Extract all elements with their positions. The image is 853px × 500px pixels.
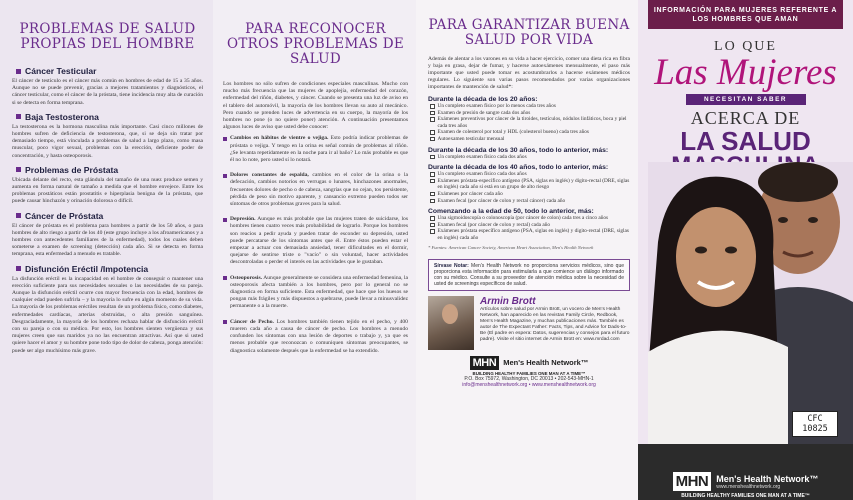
section-heading: Cáncer de Próstata: [25, 210, 104, 221]
square-bullet-icon: [223, 320, 227, 324]
square-bullet-icon: [16, 69, 21, 74]
section-prostate-cancer: [12, 211, 203, 259]
org-logo-small: [428, 356, 630, 370]
section-text: El cáncer de testículo es el cáncer más común en hombres de edad de 15 a 35 años. Aunque no se puede prevenir, gracias a mejores tratamientos y diagnósticos, el cáncer testicular, como el cáncer de la próstata, tiene incidencia muy alta de curación si se detecta en forma temprana.: [12, 78, 203, 106]
bullet-bladder-habits: [223, 135, 408, 168]
panel-other-health-problems: [213, 0, 416, 500]
checkbox-icon: [430, 111, 435, 116]
checklist-item: Examen de presión de sangre cada dos años: [428, 110, 630, 117]
cover-photo-couple: [648, 162, 853, 452]
cover-las-mujeres: Las Mujeres: [654, 52, 837, 93]
checkbox-icon: [430, 172, 435, 177]
checklist-item: Examen fecal (por cáncer de colon y rectal) cada año: [428, 222, 630, 229]
panel-lifelong-health: [416, 0, 638, 500]
org-contact[interactable]: info@menshealthnetwork.org • www.menshealthnetwork.org: [462, 382, 596, 388]
checklist-item: Exámenes próstata específico antígeno (PSA, siglas en inglés) y digito-rectal (DRE, siglas en inglés) cada año: [428, 228, 630, 241]
decade-20s: [428, 96, 630, 143]
checkbox-icon: [430, 137, 435, 142]
author-name: Armin Brott: [480, 295, 536, 307]
section-prostate-problems: [12, 165, 203, 206]
checklist-item: Un completo examen físico cada dos años: [428, 171, 630, 178]
decade-heading: Durante la década de los 30 años, todo lo anterior, más:: [428, 146, 609, 154]
checklist-item: Una sigmoidoscopía o colonoscopía (por cáncer de colon) cada tres a cinco años: [428, 215, 630, 222]
panel-intro: Los hombres no sólo sufren de condiciones especiales masculinas. Mucho con mucho más frecuencia que las mujeres de apoplejía, enfermedad del corazón, enfermedad del riñón, diabetes, y cáncer. Cuando se presenta una luz de aviso en el tablero del automóvil, la mayoría de los hombres llevan su auto al mecánico. Pero cuando se prenden luces de advertencia en su cuerpo, la mayoría de los hombres no pone (o no quiere poner) atención. A continuación presentamos algunos luces de aviso que usted debe conocer:: [223, 81, 408, 131]
cover-lo-que: LO QUE: [714, 39, 777, 54]
square-bullet-icon: [16, 114, 21, 119]
bullet-text: cambios en el color de la orina o la defecación, cambios notorios en verrugas o lunares, hinchazones anormales, frecuentes dolores de pecho o de cabeza, sangrías que no cejan, tos persistente, pérdida de peso sin motivo aparente, y cansancio extremo pueden todos ser síntomas de otros problemas graves para la salud.: [230, 172, 408, 208]
section-text: El cáncer de próstata es el problema para hombres a partir de los 50 años, o para hombres de alto riesgo a partir de los 40 (este grupo incluye a los afroamericanos y a hombres con antecedentes familiares de la enfermedad), todos los cuales deben someterse a examen de screening (detección) cada año. Si se detecta en forma temprana, esta enfermedad a menudo es tratable.: [12, 222, 203, 258]
bullet-heading: Dolores constantes de espalda,: [230, 172, 309, 179]
cover-panel: [638, 0, 853, 500]
checkbox-icon: [430, 155, 435, 160]
square-bullet-icon: [16, 266, 21, 271]
cover-org-logo: [638, 472, 853, 491]
section-low-testosterone: [12, 112, 203, 160]
org-name: Men's Health Network™: [503, 358, 589, 367]
checklist-item: Examen fecal (por cáncer de colon y rectal cáncer) cada año: [428, 198, 630, 205]
section-erectile-dysfunction: [12, 264, 203, 355]
panel-title: PARA GARANTIZAR BUENA SALUD POR VIDA: [428, 17, 630, 48]
author-photo: [428, 296, 474, 350]
bullet-heading: Osteoporosis.: [230, 274, 263, 281]
panel-mens-health-problems: [0, 0, 213, 500]
square-bullet-icon: [16, 213, 21, 218]
decade-40s: [428, 164, 630, 204]
cover-footer-bar: [638, 444, 853, 500]
checklist-item: Exámenes próstata-específico antígeno (PSA, siglas en inglés) y digito-rectal (DRE, siglas en inglés) cada año si está en un grupo de alto riesgo: [428, 178, 630, 191]
bullet-text: Aunque generalmente se considera una enfermedad femenina, la osteoporosis afecta también a los hombres, pero por lo general no se diagnostica en forma suficiente. Esta enfermedad, que hace que los huesos se pongan más frágiles y más dispuestos a quebrarse, puede llevar a minusvalidez permanente o a la muerte.: [230, 274, 408, 310]
square-bullet-icon: [223, 174, 227, 178]
decade-heading: Durante la década de los 20 años:: [428, 96, 538, 103]
checkbox-icon: [430, 229, 435, 234]
decade-heading: Durante la década de los 40 años, todo lo anterior, más:: [428, 164, 609, 172]
panel-intro: Además de alentar a los varones en su vida a hacer ejercicio, comer una dieta rica en fibra y baja en grasa, dejar de fumar, y hacerse autoexámenes mensualmente, el paso más importante que usted puede tomar es acostumbrarlos a hacerse exámenes médicos regulares. Lo siguiente son varias pasos recomendados por varias organizaciones importantes de mantención de salud*:: [428, 56, 630, 90]
checklist-item: Exámenes por cáncer cada año: [428, 191, 630, 198]
decade-30s: [428, 147, 630, 161]
section-text: Ubicada delante del recto, esta glándula del tamaño de una nuez produce semen y aumenta en forma natural de tamaño a medida que el hombre envejece. Entre los problemas prostáticos están prostatitis e hiperplasia benigna de la próstata, que puede causar hinchazón y orinación dolorosa o difícil.: [12, 176, 203, 205]
bullet-breast-cancer: [223, 319, 408, 359]
bullet-heading: Cambios en hábitos de vientre o vejiga.: [230, 135, 329, 142]
bullet-back-pain: [223, 172, 408, 212]
bullet-text: Aunque es más probable que las mujeres traten de suicidarse, los hombres tienen cuatro veces más probabilidad de lograrlo. Porque los hombres son reacios a pedir ayuda y pueden tratar de esconder su depresión, usted puede percatarse de los síntomas antes que él. Entre éstos pueden estar el empezar a actuar con demasiada ansiedad, tener dificultades en el dormir, quejarse de sentirse triste o "vacío" o sin voluntad, hacer actividades descontroladas o perder el interés en las actividades que le gustaban.: [230, 216, 408, 266]
checkbox-icon: [430, 216, 435, 221]
mhn-logo: MHN: [470, 356, 500, 370]
author-block: [428, 296, 630, 350]
bullet-osteoporosis: [223, 275, 408, 315]
section-heading: Cáncer Testicular: [25, 66, 97, 76]
checklist-item: Un completo examen físico por lo menos cada tres años: [428, 103, 630, 110]
cover-top-banner: INFORMACIÓN PARA MUJERES REFERENTE A LOS HOMBRES QUE AMAN: [648, 0, 843, 29]
section-heading: Disfunción Eréctil /Impotencia: [25, 263, 149, 274]
cover-la-salud: LA SALUD: [680, 126, 811, 156]
section-testicular-cancer: [12, 66, 203, 107]
code-line-1: CFC: [807, 414, 823, 424]
bullet-heading: Cáncer de Pecho.: [230, 318, 274, 325]
disclaimer-box: [428, 259, 630, 291]
disclaimer-label: Sírvase Notar:: [434, 262, 469, 269]
bullet-heading: Depresión.: [230, 216, 256, 223]
org-address: P.O. Box 75972, Washington, DC 20013 • 202-543-MHN-1: [464, 375, 594, 382]
square-bullet-icon: [223, 218, 227, 222]
checkbox-icon: [430, 117, 435, 122]
checklist-item: Autoexamen testicular mensual: [428, 136, 630, 143]
couple-illustration: [648, 162, 853, 452]
disclaimer-text: Men's Health Network no proporciona servicios médicos, sino que proporciona esta información para estimularla a que comience un diálogo informado con su médico. Consulte a su proveedor de atención médica sobre la necesidad de usted de screenings específicos de salud.: [434, 262, 625, 287]
section-heading: Problemas de Próstata: [25, 164, 119, 175]
checklist-item: Examen de colesterol por total y HDL (colesterol bueno) cada tres años: [428, 129, 630, 136]
section-text: La disfunción eréctil es la incapacidad en el hombre de conseguir o mantener una erección suficiente para sus necesidades sexuales o las necesidades de su pareja. Aunque la disfunción eréctil ocurre con mayor frecuencia con la edad, hombres de cualquier edad pueden sufrirla – y la mayoría lo sufre en algún momento de su vida. La mayoría de los problemas eréctiles resultan de un problema físico, como diabetes, enfermedades cardíacas, arterias obstruidas, o alta presión sanguínea. Desgraciadamente, la mayoría de los hombres rechaza hablar de disfunción eréctil con su pareja o con su médico. Por esto, los hombres sienten vergüenza y sus mujeres creen que sus maridos ya no las encuentran atractivas. Así que si usted quiere hacer el amor y su hombre pone todo tipo de dolor de cabeza, ponga atención: puede ser algo muchísimo más grave.: [12, 275, 203, 354]
sources-footnote: * Fuentes: American Cancer Society, American Heart Association, Men's Health Network: [428, 244, 594, 250]
panel-title: PROBLEMAS DE SALUD PROPIAS DEL HOMBRE: [19, 21, 196, 52]
panel-title: PARA RECONOCER OTROS PROBLEMAS DE SALUD: [226, 21, 405, 67]
square-bullet-icon: [16, 167, 21, 172]
checkbox-icon: [430, 104, 435, 109]
section-heading: Baja Testosterona: [25, 111, 99, 122]
checklist-item: Un completo examen físico cada dos años: [428, 154, 630, 161]
cover-acerca-de: ACERCA DE: [690, 108, 801, 128]
checkbox-icon: [430, 192, 435, 197]
square-bullet-icon: [223, 276, 227, 280]
checkbox-icon: [430, 199, 435, 204]
bullet-text: Esto podría indicar problemas de próstata o vejiga. Y tengo en la orina es señal común de problemas al riñón. ¿Se levanta repetidamente en la noche para ir al baño? Lo más probable es que él no lo note, pero usted sí lo notará.: [230, 135, 408, 164]
org-url[interactable]: www.menshealthnetwork.org: [716, 483, 781, 490]
mhn-logo: MHN: [673, 472, 712, 491]
bullet-text: Los hombres también tienen tejido en el pecho, y 400 mueren cada año a causa de cáncer de pecho. Los hombres a menudo confunden los síntomas con una lesión de deportes o trabajo y, ya que es menos probable que reconozcan o comuniquen síntomas preocupantes, se diagnostica solamente después que la enfermedad se ha extendido.: [230, 318, 408, 354]
author-bio: Artículos sobre salud por Armin Brott, un vocero de Men's Health Network, han aparecido en las revistas Family Circle, Redbook, Men's Health Magazine, y muchas publicaciones más. También es autor de The Expectant Father: Facts, Tips, and Advice for Dads-to-Be (El padre en espera: Datos, sugerencias y consejos para el futuro padre). Visite el sitio internet de Armin Brott en: www.mrdad.com: [480, 306, 630, 342]
code-line-2: 10825: [802, 424, 828, 434]
decade-50-plus: [428, 208, 630, 241]
cover-necesitan-saber: NECESITAN SABER: [686, 94, 806, 105]
square-bullet-icon: [223, 137, 227, 141]
decade-heading: Comenzando a la edad de 50, todo lo anterior, más:: [428, 208, 594, 216]
org-tagline: BUILDING HEALTHY FAMILIES ONE MAN AT A TIME™: [472, 370, 586, 376]
section-text: La testosterona es la hormona masculina más importante. Casi cinco millones de hombres sufren de deficiencia de testosterona, que, si se deja sin tratar por demasiado tiempo, está vinculada a problemas de salud a largo plazo, como masa muscular, poco vigor sexual, problemas con la erección, deficiente poder de concentración, y hasta osteoporosis.: [12, 123, 203, 159]
catalog-code-sticker: [792, 411, 838, 437]
checkbox-icon: [430, 223, 435, 228]
checkbox-icon: [430, 130, 435, 135]
checkbox-icon: [430, 179, 435, 184]
org-name: Men's Health Network™: [716, 473, 819, 484]
checklist-item: Exámenes preventivos por cáncer de la tiroides, testículos, nódulos linfáticos, boca y piel cada tres años: [428, 116, 630, 129]
cover-tagline: BUILDING HEALTHY FAMILIES ONE MAN AT A TIME™: [681, 493, 810, 499]
bullet-depression: [223, 216, 408, 270]
